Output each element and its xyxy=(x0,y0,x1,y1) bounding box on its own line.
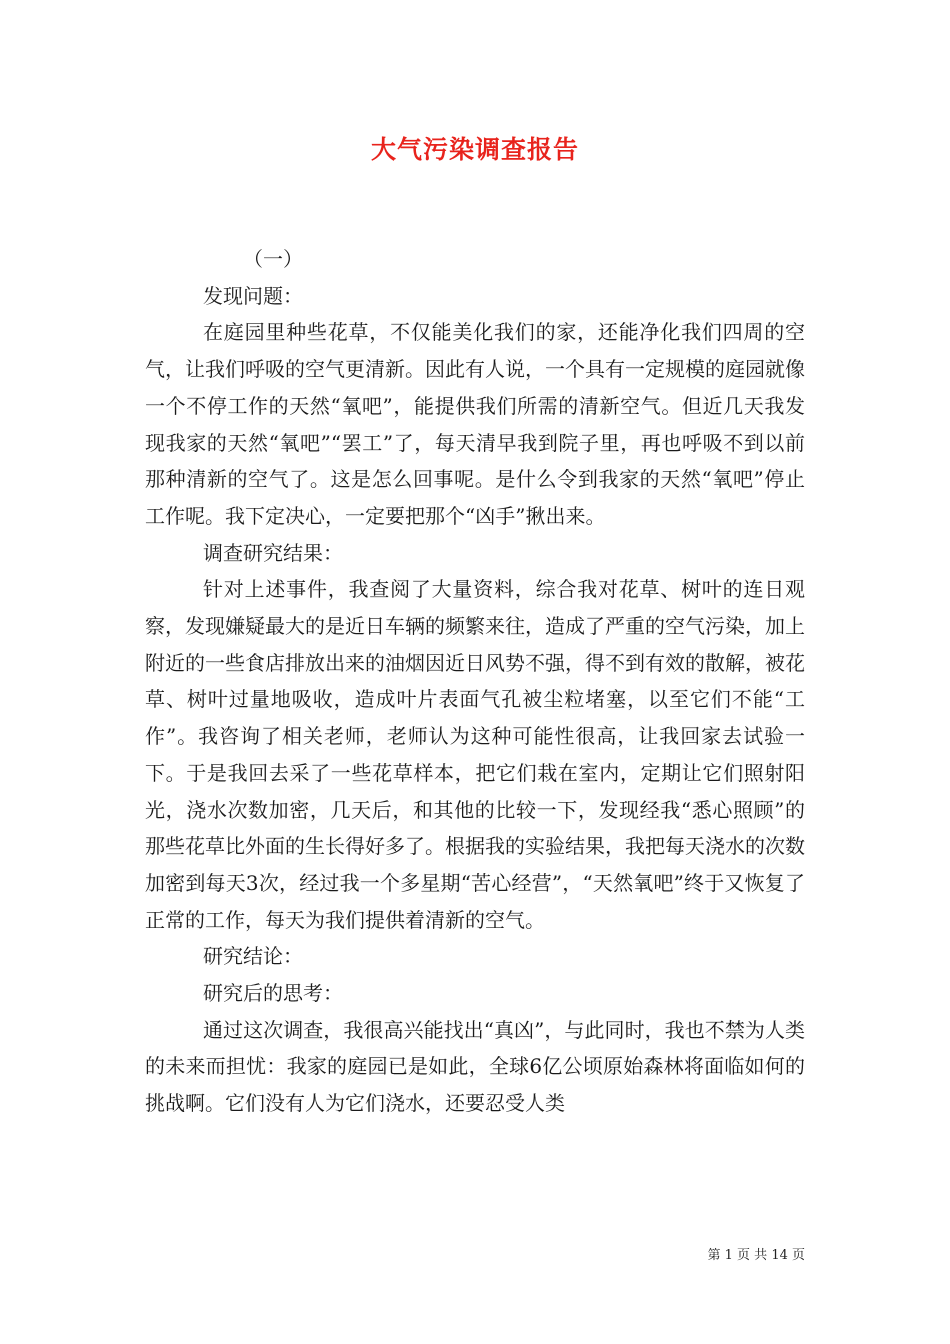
paragraph-problem: 在庭园里种些花草，不仅能美化我们的家，还能净化我们四周的空气，让我们呼吸的空气更清新。因此有人说，一个具有一定规模的庭园就像一个不停工作的天然“氧吧”，能提供我们所需的清新空气。但近几天我发现我家的天然“氧吧”“罢工”了，每天清早我到院子里，再也呼吸不到以前那种清新的空气了。这是怎么回事呢。是什么令到我家的天然“氧吧”停止工作呢。我下定决心，一定要把那个“凶手”揪出来。 xyxy=(145,320,805,528)
paragraph-results: 针对上述事件，我查阅了大量资料，综合我对花草、树叶的连日观察，发现嫌疑最大的是近日车辆的频繁来往，造成了严重的空气污染，加上附近的一些食店排放出来的油烟因近日风势不强，得不到有效的散解，被花草、树叶过量地吸收，造成叶片表面气孔被尘粒堵塞，以至它们不能“工作”。我咨询了相关老师，老师认为这种可能性很高，让我回家去试验一下。于是我回去采了一些花草样本，把它们栽在室内，定期让它们照射阳光，浇水次数加密，几天后，和其他的比较一下，发现经我“悉心照顾”的那些花草比外面的生长得好多了。根据我的实验结果，我把每天浇水的次数加密到每天3次，经过我一个多星期“苦心经营”，“天然氧吧”终于又恢复了正常的工作，每天为我们提供着清新的空气。 xyxy=(145,577,805,932)
page-footer: 第 1 页 共 14 页 xyxy=(707,1248,805,1263)
heading-conclusion: 研究结论： xyxy=(203,944,303,969)
heading-research-results: 调查研究结果： xyxy=(203,540,343,565)
section-number: （一） xyxy=(243,247,303,271)
heading-reflection: 研究后的思考： xyxy=(203,981,343,1006)
document-title: 大气污染调查报告 xyxy=(370,135,579,164)
heading-find-problem: 发现问题： xyxy=(203,283,303,308)
document-body xyxy=(145,241,805,1122)
paragraph-reflection: 通过这次调查，我很高兴能找出“真凶”，与此同时，我也不禁为人类的未来而担忧：我家的庭园已是如此，全球6亿公顷原始森林将面临如何的挑战啊。它们没有人为它们浇水，还要忍受人类 xyxy=(145,1017,805,1116)
